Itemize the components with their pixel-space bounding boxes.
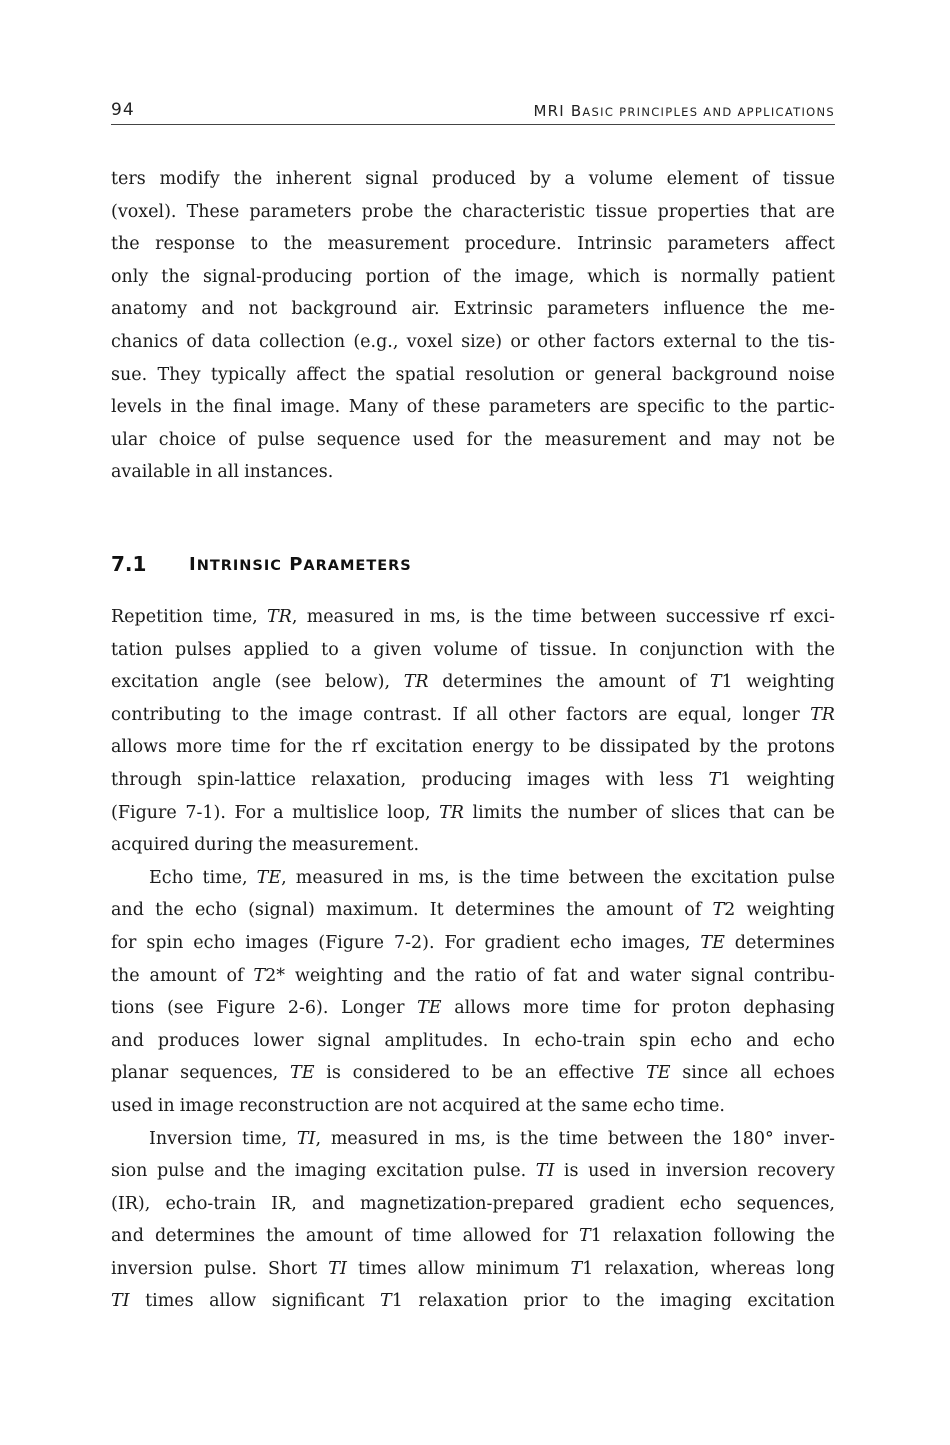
section-body xyxy=(111,601,835,1318)
text-line: (IR), echo-train IR, and magnetization-prepared gradient echo sequences, xyxy=(111,1193,835,1214)
book-title: MRI BASIC PRINCIPLES AND APPLICATIONS xyxy=(533,102,835,120)
text-line: excitation angle (see below), TR determines the amount of T1 weighting xyxy=(111,672,835,693)
text-line: available in all instances. xyxy=(111,462,334,483)
text-line: ters modify the inherent signal produced by a volume element of tissue xyxy=(111,169,835,189)
text-line: TI times allow significant T1 relaxation prior to the imaging excitation xyxy=(111,1291,835,1312)
text-line: the response to the measurement procedure. Intrinsic parameters affect xyxy=(111,234,835,255)
running-head xyxy=(111,98,835,125)
text-line: chanics of data collection (e.g., voxel size) or other factors external to the tis- xyxy=(111,331,835,352)
section-number: 7.1 xyxy=(111,552,147,576)
text-line: ular choice of pulse sequence used for the measurement and may not be xyxy=(111,429,835,450)
text-line: and produces lower signal amplitudes. In echo-train spin echo and echo xyxy=(111,1030,835,1051)
text-line: Inversion time, TI, measured in ms, is the time between the 180° inver- xyxy=(149,1128,835,1149)
text-line: planar sequences, TE is considered to be an effective TE since all echoes xyxy=(111,1063,835,1084)
text-line: and determines the amount of time allowed for T1 relaxation following the xyxy=(111,1226,835,1247)
page-number: 94 xyxy=(111,100,135,120)
text-line: used in image reconstruction are not acquired at the same echo time. xyxy=(111,1095,725,1116)
text-line: sue. They typically affect the spatial resolution or general background noise xyxy=(111,364,835,385)
text-line: contributing to the image contrast. If all other factors are equal, longer TR xyxy=(111,704,835,725)
text-line: Echo time, TE, measured in ms, is the time between the excitation pulse xyxy=(149,867,835,888)
text-line: and the echo (signal) maximum. It determines the amount of T2 weighting xyxy=(111,900,835,921)
text-line: inversion pulse. Short TI times allow minimum T1 relaxation, whereas long xyxy=(111,1258,835,1279)
text-line: levels in the final image. Many of these parameters are specific to the partic- xyxy=(111,397,835,418)
intro-paragraph xyxy=(111,163,835,489)
text-line: anatomy and not background air. Extrinsic parameters influence the me- xyxy=(111,299,835,320)
text-line: for spin echo images (Figure 7-2). For gradient echo images, TE determines xyxy=(111,932,835,953)
text-line: the amount of T2* weighting and the ratio of fat and water signal contribu- xyxy=(111,965,835,986)
text-line: allows more time for the rf excitation energy to be dissipated by the protons xyxy=(111,737,835,758)
text-line: (Figure 7-1). For a multislice loop, TR limits the number of slices that can be xyxy=(111,802,835,823)
text-line: tation pulses applied to a given volume of tissue. In conjunction with the xyxy=(111,639,835,660)
text-line: sion pulse and the imaging excitation pulse. TI is used in inversion recovery xyxy=(111,1161,835,1182)
text-line: acquired during the measurement. xyxy=(111,835,420,856)
text-line: tions (see Figure 2-6). Longer TE allows more time for proton dephasing xyxy=(111,998,835,1019)
text-line: only the signal-producing portion of the image, which is normally patient xyxy=(111,266,835,287)
text-line: through spin-lattice relaxation, producing images with less T1 weighting xyxy=(111,769,835,790)
text-line: Repetition time, TR, measured in ms, is the time between successive rf exci- xyxy=(111,607,835,627)
text-line: (voxel). These parameters probe the characteristic tissue properties that are xyxy=(111,201,835,222)
section-title: INTRINSIC PARAMETERS xyxy=(189,554,412,575)
